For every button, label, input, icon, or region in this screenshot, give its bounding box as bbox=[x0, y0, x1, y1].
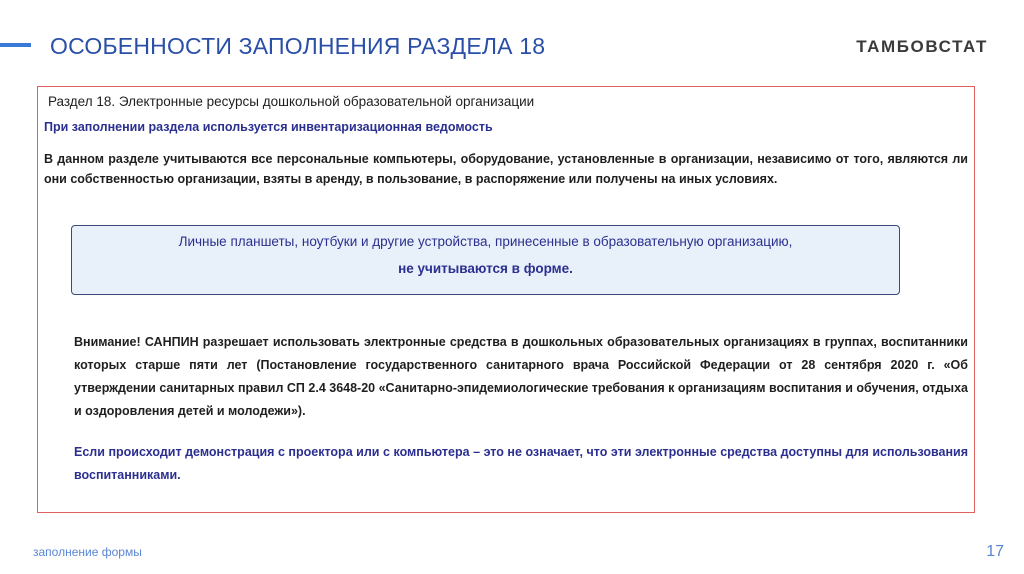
callout-line-1: Личные планшеты, ноутбуки и другие устройства, принесенные в образовательную организацию, bbox=[178, 234, 793, 249]
title-accent-bar bbox=[0, 43, 31, 47]
content-frame bbox=[37, 86, 975, 513]
callout-box bbox=[71, 225, 900, 295]
usage-note: При заполнении раздела используется инвентаризационная ведомость bbox=[44, 120, 493, 134]
section-heading: Раздел 18. Электронные ресурсы дошкольной образовательной организации bbox=[48, 94, 535, 109]
brand-logo-text: ТАМБОВСТАТ bbox=[856, 37, 988, 56]
callout-line-2: не учитываются в форме. bbox=[398, 261, 573, 276]
scope-paragraph: В данном разделе учитываются все персональные компьютеры, оборудование, установленные в организации, независимо от того, являются ли они собственностью организации, взяты в аренду, в пользование, в распоряжение или получены на иных условиях. bbox=[44, 152, 968, 186]
footer-label: заполнение формы bbox=[33, 545, 142, 559]
slide-title: ОСОБЕННОСТИ ЗАПОЛНЕНИЯ РАЗДЕЛА 18 bbox=[50, 33, 546, 59]
page-number: 17 bbox=[986, 543, 1004, 560]
demo-paragraph: Если происходит демонстрация с проектора или с компьютера – это не означает, что эти электронные средства доступны для использования воспитанниками. bbox=[74, 445, 968, 482]
warning-paragraph: Внимание! САНПИН разрешает использовать электронные средства в дошкольных образовательных организациях в группах, воспитанники которых старше пяти лет (Постановление государственного санитарного врача Российской Федерации от 28 сентября 2020 г. «Об утверждении санитарных правил СП 2.4 3648-20 «Санитарно-эпидемиологические требования к организациям воспитания и обучения, отдыха и оздоровления детей и молодежи»). bbox=[74, 335, 968, 418]
